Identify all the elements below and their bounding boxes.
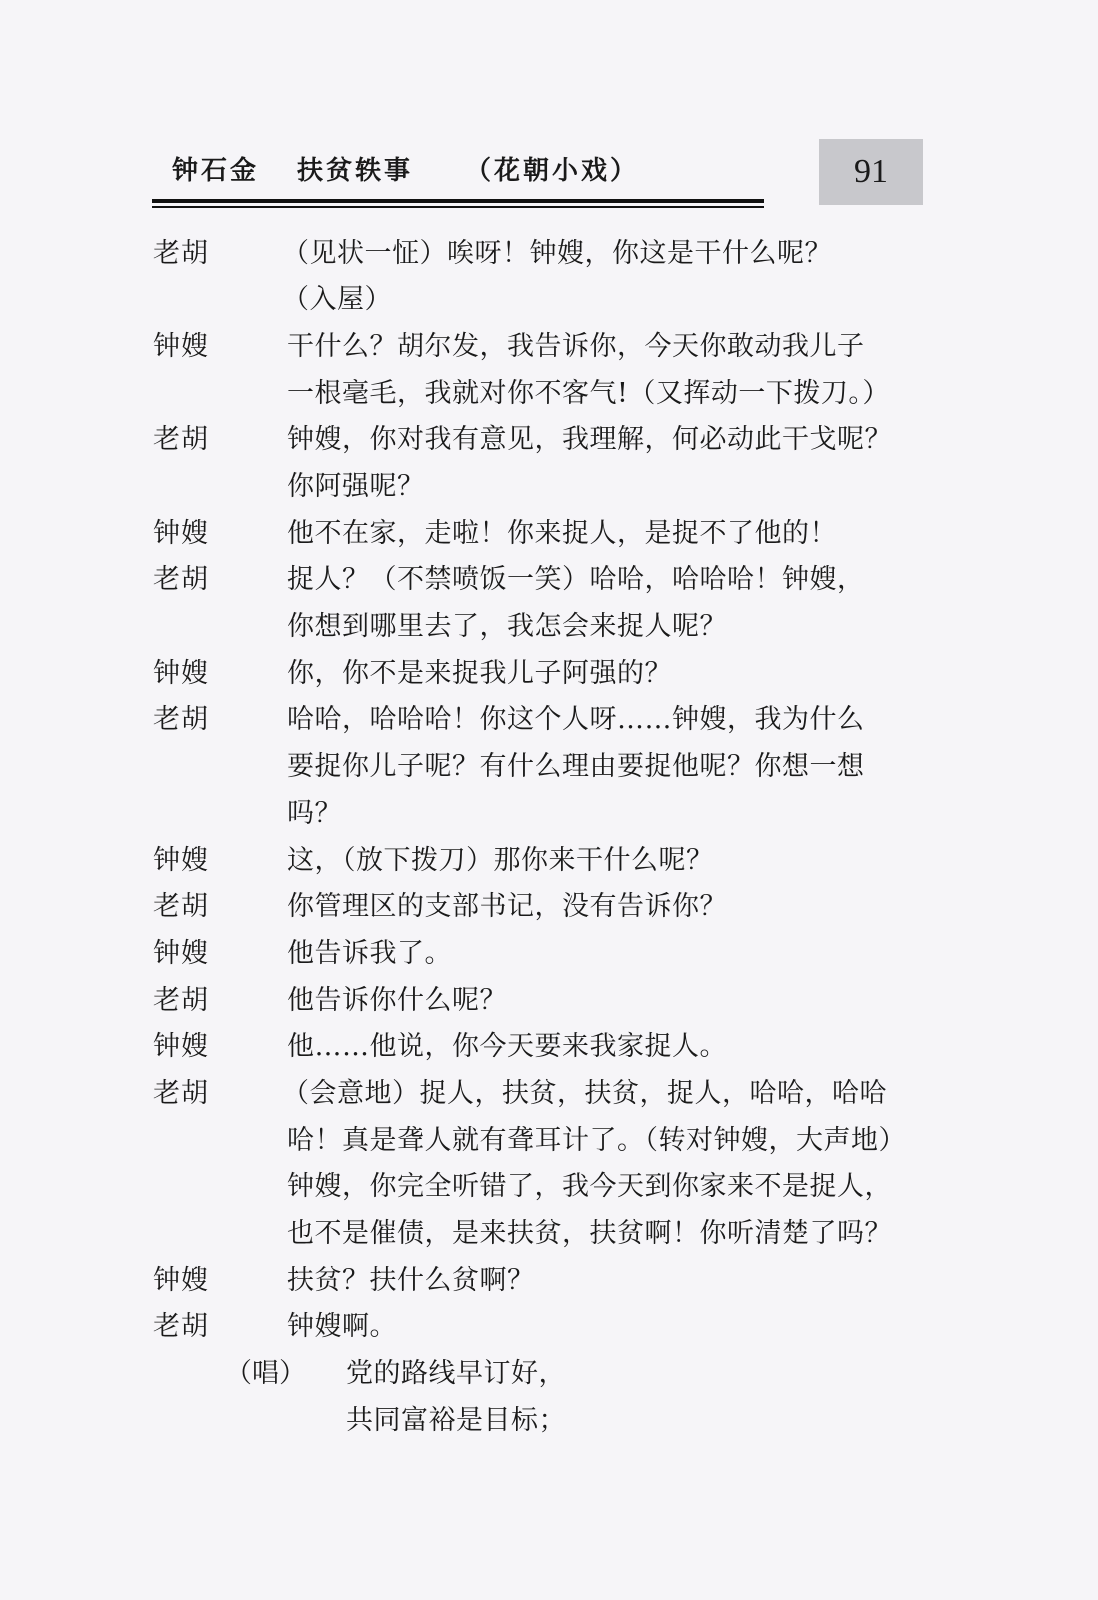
speech-text: 你，你不是来捉我儿子阿强的？ (287, 658, 672, 689)
song-verse: 共同富裕是目标； (346, 1405, 566, 1436)
dialogue-line (0, 1211, 1098, 1257)
header-author: 钟石金 (172, 156, 260, 186)
dialogue-line (0, 604, 1098, 650)
speech-text: （见状一怔）唉呀！钟嫂，你这是干什么呢？ (282, 238, 832, 269)
speech-text: 也不是催债，是来扶贫，扶贫啊！你听清楚了吗？ (287, 1218, 892, 1249)
speaker-name: 老胡 (153, 424, 209, 455)
speech-text: 你阿强呢？ (287, 471, 425, 502)
speech-text: （入屋） (282, 284, 392, 315)
dialogue-line (0, 697, 1098, 743)
page-number: 91 (854, 153, 888, 190)
dialogue-line (0, 1304, 1098, 1350)
speech-text: 这，（放下拨刀）那你来干什么呢？ (287, 845, 714, 876)
header-book-title: 扶贫轶事 (297, 156, 414, 186)
sing-tag: （唱） (225, 1358, 306, 1389)
speech-text: （会意地）捉人，扶贫，扶贫，捉人，哈哈，哈哈 (282, 1078, 887, 1109)
running-header (172, 150, 639, 187)
speaker-name: 钟嫂 (153, 1031, 209, 1062)
speech-text: 他……他说，你今天要来我家捉人。 (287, 1031, 727, 1062)
speech-text: 哈！真是聋人就有聋耳计了。（转对钟嫂，大声地） (287, 1125, 906, 1156)
dialogue-line (0, 651, 1098, 697)
speaker-name: 钟嫂 (153, 938, 209, 969)
speech-text: 钟嫂，你对我有意见，我理解，何必动此干戈呢？ (287, 424, 892, 455)
speaker-name: 钟嫂 (153, 845, 209, 876)
speech-text: 吗？ (287, 798, 342, 829)
speaker-name: 老胡 (153, 238, 209, 269)
dialogue-line (0, 511, 1098, 557)
dialogue-line (0, 931, 1098, 977)
song-verse: 党的路线早订好， (346, 1358, 566, 1389)
dialogue-line (0, 1258, 1098, 1304)
dialogue-line (0, 884, 1098, 930)
page-number-box (819, 139, 923, 205)
speech-text: 他告诉我了。 (287, 938, 452, 969)
dialogue-line (0, 791, 1098, 837)
speech-text: 钟嫂，你完全听错了，我今天到你家来不是捉人， (287, 1171, 892, 1202)
speaker-name: 老胡 (153, 1311, 209, 1342)
speaker-name: 老胡 (153, 1078, 209, 1109)
dialogue-line (0, 1071, 1098, 1117)
speech-text: 你管理区的支部书记，没有告诉你？ (287, 891, 727, 922)
speaker-name: 钟嫂 (153, 658, 209, 689)
speech-text: 捉人？（不禁喷饭一笑）哈哈，哈哈哈！钟嫂， (287, 564, 865, 595)
dialogue-line (0, 371, 1098, 417)
speech-text: 扶贫？扶什么贫啊？ (287, 1265, 535, 1296)
speech-text: 要捉你儿子呢？有什么理由要捉他呢？你想一想 (287, 751, 865, 782)
song-line (0, 1398, 1098, 1444)
speaker-name: 钟嫂 (153, 331, 209, 362)
dialogue-line (0, 277, 1098, 323)
dialogue-line (0, 838, 1098, 884)
dialogue-line (0, 324, 1098, 370)
speech-text: 他告诉你什么呢？ (287, 985, 507, 1016)
dialogue-line (0, 557, 1098, 603)
dialogue-line (0, 231, 1098, 277)
dialogue-line (0, 1118, 1098, 1164)
speaker-name: 钟嫂 (153, 518, 209, 549)
dialogue-line (0, 978, 1098, 1024)
dialogue-line (0, 464, 1098, 510)
speech-text: 你想到哪里去了，我怎会来捉人呢？ (287, 611, 727, 642)
speaker-name: 老胡 (153, 891, 209, 922)
speaker-name: 老胡 (153, 985, 209, 1016)
speech-text: 一根毫毛，我就对你不客气!（又挥动一下拨刀。） (287, 378, 890, 409)
dialogue-line (0, 1164, 1098, 1210)
speaker-name: 老胡 (153, 704, 209, 735)
speaker-name: 老胡 (153, 564, 209, 595)
song-line (0, 1351, 1098, 1397)
header-subtitle: （花朝小戏） (465, 156, 640, 186)
dialogue-line (0, 1024, 1098, 1070)
speech-text: 哈哈，哈哈哈！你这个人呀……钟嫂，我为什么 (287, 704, 865, 735)
speech-text: 钟嫂啊。 (287, 1311, 397, 1342)
speech-text: 他不在家，走啦！你来捉人，是捉不了他的！ (287, 518, 837, 549)
dialogue-line (0, 744, 1098, 790)
speech-text: 干什么？胡尔发，我告诉你，今天你敢动我儿子 (287, 331, 865, 362)
header-rule-thick (152, 199, 764, 203)
dialogue-line (0, 417, 1098, 463)
header-rule-thin (152, 206, 764, 208)
speaker-name: 钟嫂 (153, 1265, 209, 1296)
